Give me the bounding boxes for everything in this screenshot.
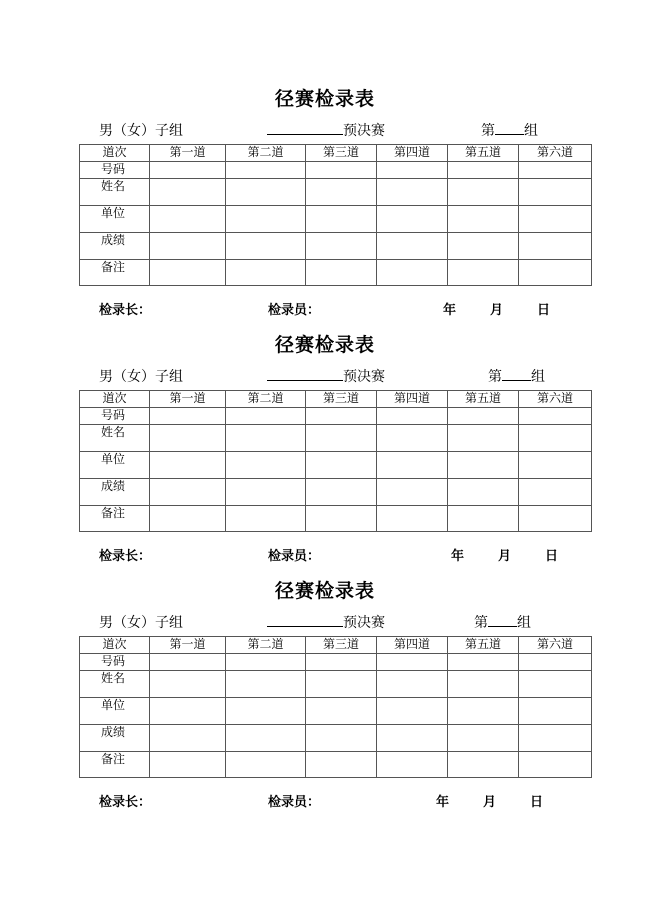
row-label: 单位: [80, 206, 150, 233]
header-cell: 第一道: [150, 637, 226, 654]
entry-cell[interactable]: [150, 233, 226, 260]
entry-cell[interactable]: [448, 725, 519, 752]
entry-cell[interactable]: [448, 671, 519, 698]
table-row: [80, 452, 592, 479]
entry-cell[interactable]: [377, 162, 448, 179]
row-label: 单位: [80, 698, 150, 725]
chief-signature-label: 检录长：: [99, 303, 152, 318]
row-label: 单位: [80, 452, 150, 479]
entry-cell[interactable]: [519, 425, 592, 452]
header-cell: 第六道: [519, 637, 592, 654]
entry-cell[interactable]: [519, 698, 592, 725]
entry-cell[interactable]: [150, 206, 226, 233]
entry-cell[interactable]: [377, 479, 448, 506]
round-field: [267, 612, 385, 632]
entry-cell[interactable]: [306, 206, 377, 233]
entry-cell[interactable]: [448, 698, 519, 725]
header-cell: 第五道: [448, 145, 519, 162]
table-header-row: [80, 637, 592, 654]
entry-cell[interactable]: [306, 233, 377, 260]
date-field: [443, 299, 550, 318]
entry-cell[interactable]: [150, 179, 226, 206]
entry-cell[interactable]: [306, 260, 377, 286]
entry-cell[interactable]: [377, 654, 448, 671]
gender-group-label: 男（女）子组: [99, 369, 183, 385]
entry-cell[interactable]: [150, 260, 226, 286]
table-header-row: [80, 391, 592, 408]
entry-cell[interactable]: [226, 671, 306, 698]
group-suffix: 组: [517, 615, 531, 631]
entry-cell[interactable]: [448, 162, 519, 179]
day-label: 日: [530, 795, 544, 810]
entry-cell[interactable]: [448, 654, 519, 671]
lane-table: [79, 390, 592, 532]
clerk-signature-label: 检录员：: [268, 549, 321, 564]
round-label: 预决赛: [343, 615, 385, 631]
table-row: [80, 206, 592, 233]
table-row: [80, 260, 592, 286]
entry-cell[interactable]: [448, 452, 519, 479]
entry-cell[interactable]: [306, 698, 377, 725]
entry-cell[interactable]: [306, 408, 377, 425]
lane-table: [79, 636, 592, 778]
entry-cell[interactable]: [448, 506, 519, 532]
entry-cell[interactable]: [150, 162, 226, 179]
header-cell: 第三道: [306, 391, 377, 408]
entry-cell[interactable]: [519, 162, 592, 179]
table-row: [80, 408, 592, 425]
entry-cell[interactable]: [377, 725, 448, 752]
header-cell: 第四道: [377, 145, 448, 162]
row-label: 成绩: [80, 479, 150, 506]
entry-cell[interactable]: [519, 452, 592, 479]
year-label: 年: [451, 549, 465, 564]
round-label: 预决赛: [343, 123, 385, 139]
entry-cell[interactable]: [306, 162, 377, 179]
month-label: 月: [483, 795, 497, 810]
entry-cell[interactable]: [226, 725, 306, 752]
entry-cell[interactable]: [519, 179, 592, 206]
group-field: [488, 366, 545, 386]
day-label: 日: [545, 549, 559, 564]
entry-cell[interactable]: [448, 408, 519, 425]
entry-cell[interactable]: [377, 671, 448, 698]
entry-cell[interactable]: [519, 725, 592, 752]
header-cell: 第三道: [306, 637, 377, 654]
entry-cell[interactable]: [448, 752, 519, 778]
gender-group-label: 男（女）子组: [99, 123, 183, 139]
entry-cell[interactable]: [226, 206, 306, 233]
table-row: [80, 479, 592, 506]
row-label: 成绩: [80, 725, 150, 752]
entry-cell[interactable]: [306, 654, 377, 671]
group-blank[interactable]: [488, 612, 517, 627]
row-label: 姓名: [80, 179, 150, 206]
year-label: 年: [436, 795, 450, 810]
entry-cell[interactable]: [377, 752, 448, 778]
entry-cell[interactable]: [448, 233, 519, 260]
header-cell: 第一道: [150, 391, 226, 408]
entry-cell[interactable]: [150, 654, 226, 671]
entry-cell[interactable]: [306, 671, 377, 698]
entry-cell[interactable]: [448, 179, 519, 206]
row-label: 号码: [80, 162, 150, 179]
row-label: 成绩: [80, 233, 150, 260]
header-cell: 道次: [80, 637, 150, 654]
table-row: [80, 752, 592, 778]
entry-cell[interactable]: [150, 425, 226, 452]
entry-cell[interactable]: [519, 408, 592, 425]
entry-cell[interactable]: [306, 752, 377, 778]
entry-cell[interactable]: [377, 179, 448, 206]
entry-cell[interactable]: [519, 479, 592, 506]
group-prefix: 第: [488, 369, 502, 385]
row-label: 备注: [80, 506, 150, 532]
round-field: [267, 366, 385, 386]
clerk-signature-label: 检录员：: [268, 795, 321, 810]
entry-cell[interactable]: [150, 698, 226, 725]
group-suffix: 组: [524, 123, 538, 139]
row-label: 备注: [80, 260, 150, 286]
header-cell: 道次: [80, 145, 150, 162]
entry-cell[interactable]: [306, 179, 377, 206]
header-cell: 第一道: [150, 145, 226, 162]
entry-cell[interactable]: [226, 425, 306, 452]
group-suffix: 组: [531, 369, 545, 385]
group-prefix: 第: [474, 615, 488, 631]
table-row: [80, 654, 592, 671]
group-blank[interactable]: [502, 366, 531, 381]
entry-cell[interactable]: [448, 260, 519, 286]
header-cell: 第二道: [226, 145, 306, 162]
table-row: [80, 506, 592, 532]
entry-cell[interactable]: [150, 479, 226, 506]
group-field: [474, 612, 531, 632]
entry-cell[interactable]: [519, 752, 592, 778]
entry-cell[interactable]: [150, 725, 226, 752]
header-cell: 第二道: [226, 391, 306, 408]
table-row: [80, 671, 592, 698]
group-prefix: 第: [481, 123, 495, 139]
entry-cell[interactable]: [519, 206, 592, 233]
entry-cell[interactable]: [226, 506, 306, 532]
entry-cell[interactable]: [226, 479, 306, 506]
entry-cell[interactable]: [226, 179, 306, 206]
table-row: [80, 425, 592, 452]
lane-table: [79, 144, 592, 286]
date-field: [451, 545, 558, 564]
day-label: 日: [537, 303, 551, 318]
table-row: [80, 162, 592, 179]
entry-cell[interactable]: [306, 425, 377, 452]
entry-cell[interactable]: [150, 752, 226, 778]
entry-cell[interactable]: [150, 671, 226, 698]
round-blank[interactable]: [267, 612, 343, 627]
header-cell: 第二道: [226, 637, 306, 654]
header-cell: 第四道: [377, 391, 448, 408]
chief-signature-label: 检录长：: [99, 795, 152, 810]
entry-cell[interactable]: [226, 452, 306, 479]
gender-group-label: 男（女）子组: [99, 615, 183, 631]
table-row: [80, 725, 592, 752]
row-label: 姓名: [80, 671, 150, 698]
entry-cell[interactable]: [377, 260, 448, 286]
date-field: [436, 791, 543, 810]
entry-cell[interactable]: [226, 233, 306, 260]
entry-cell[interactable]: [519, 260, 592, 286]
header-cell: 第五道: [448, 637, 519, 654]
entry-cell[interactable]: [226, 698, 306, 725]
sheet-title: 径赛检录表: [274, 334, 375, 356]
clerk-signature-label: 检录员：: [268, 303, 321, 318]
entry-cell[interactable]: [377, 452, 448, 479]
entry-cell[interactable]: [226, 260, 306, 286]
sheet-title: 径赛检录表: [274, 580, 375, 602]
entry-cell[interactable]: [519, 671, 592, 698]
entry-cell[interactable]: [306, 506, 377, 532]
year-label: 年: [443, 303, 457, 318]
header-cell: 第三道: [306, 145, 377, 162]
entry-cell[interactable]: [226, 654, 306, 671]
round-field: [267, 120, 385, 140]
group-blank[interactable]: [495, 120, 524, 135]
table-row: [80, 179, 592, 206]
entry-cell[interactable]: [519, 233, 592, 260]
entry-cell[interactable]: [150, 408, 226, 425]
header-cell: 道次: [80, 391, 150, 408]
round-blank[interactable]: [267, 120, 343, 135]
row-label: 备注: [80, 752, 150, 778]
row-label: 号码: [80, 408, 150, 425]
entry-cell[interactable]: [448, 425, 519, 452]
entry-cell[interactable]: [377, 425, 448, 452]
entry-cell[interactable]: [377, 206, 448, 233]
chief-signature-label: 检录长：: [99, 549, 152, 564]
row-label: 姓名: [80, 425, 150, 452]
group-field: [481, 120, 538, 140]
entry-cell[interactable]: [377, 233, 448, 260]
row-label: 号码: [80, 654, 150, 671]
entry-cell[interactable]: [377, 506, 448, 532]
header-cell: 第六道: [519, 391, 592, 408]
entry-cell[interactable]: [448, 479, 519, 506]
round-label: 预决赛: [343, 369, 385, 385]
header-cell: 第六道: [519, 145, 592, 162]
entry-cell[interactable]: [377, 698, 448, 725]
entry-cell[interactable]: [306, 452, 377, 479]
sheet-title: 径赛检录表: [274, 88, 375, 110]
entry-cell[interactable]: [226, 408, 306, 425]
entry-cell[interactable]: [448, 206, 519, 233]
entry-cell[interactable]: [306, 479, 377, 506]
header-cell: 第五道: [448, 391, 519, 408]
table-row: [80, 698, 592, 725]
entry-cell[interactable]: [150, 506, 226, 532]
month-label: 月: [490, 303, 504, 318]
entry-cell[interactable]: [150, 452, 226, 479]
round-blank[interactable]: [267, 366, 343, 381]
entry-cell[interactable]: [226, 752, 306, 778]
month-label: 月: [498, 549, 512, 564]
entry-cell[interactable]: [519, 506, 592, 532]
entry-cell[interactable]: [519, 654, 592, 671]
table-row: [80, 233, 592, 260]
header-cell: 第四道: [377, 637, 448, 654]
entry-cell[interactable]: [226, 162, 306, 179]
entry-cell[interactable]: [377, 408, 448, 425]
entry-cell[interactable]: [306, 725, 377, 752]
table-header-row: [80, 145, 592, 162]
